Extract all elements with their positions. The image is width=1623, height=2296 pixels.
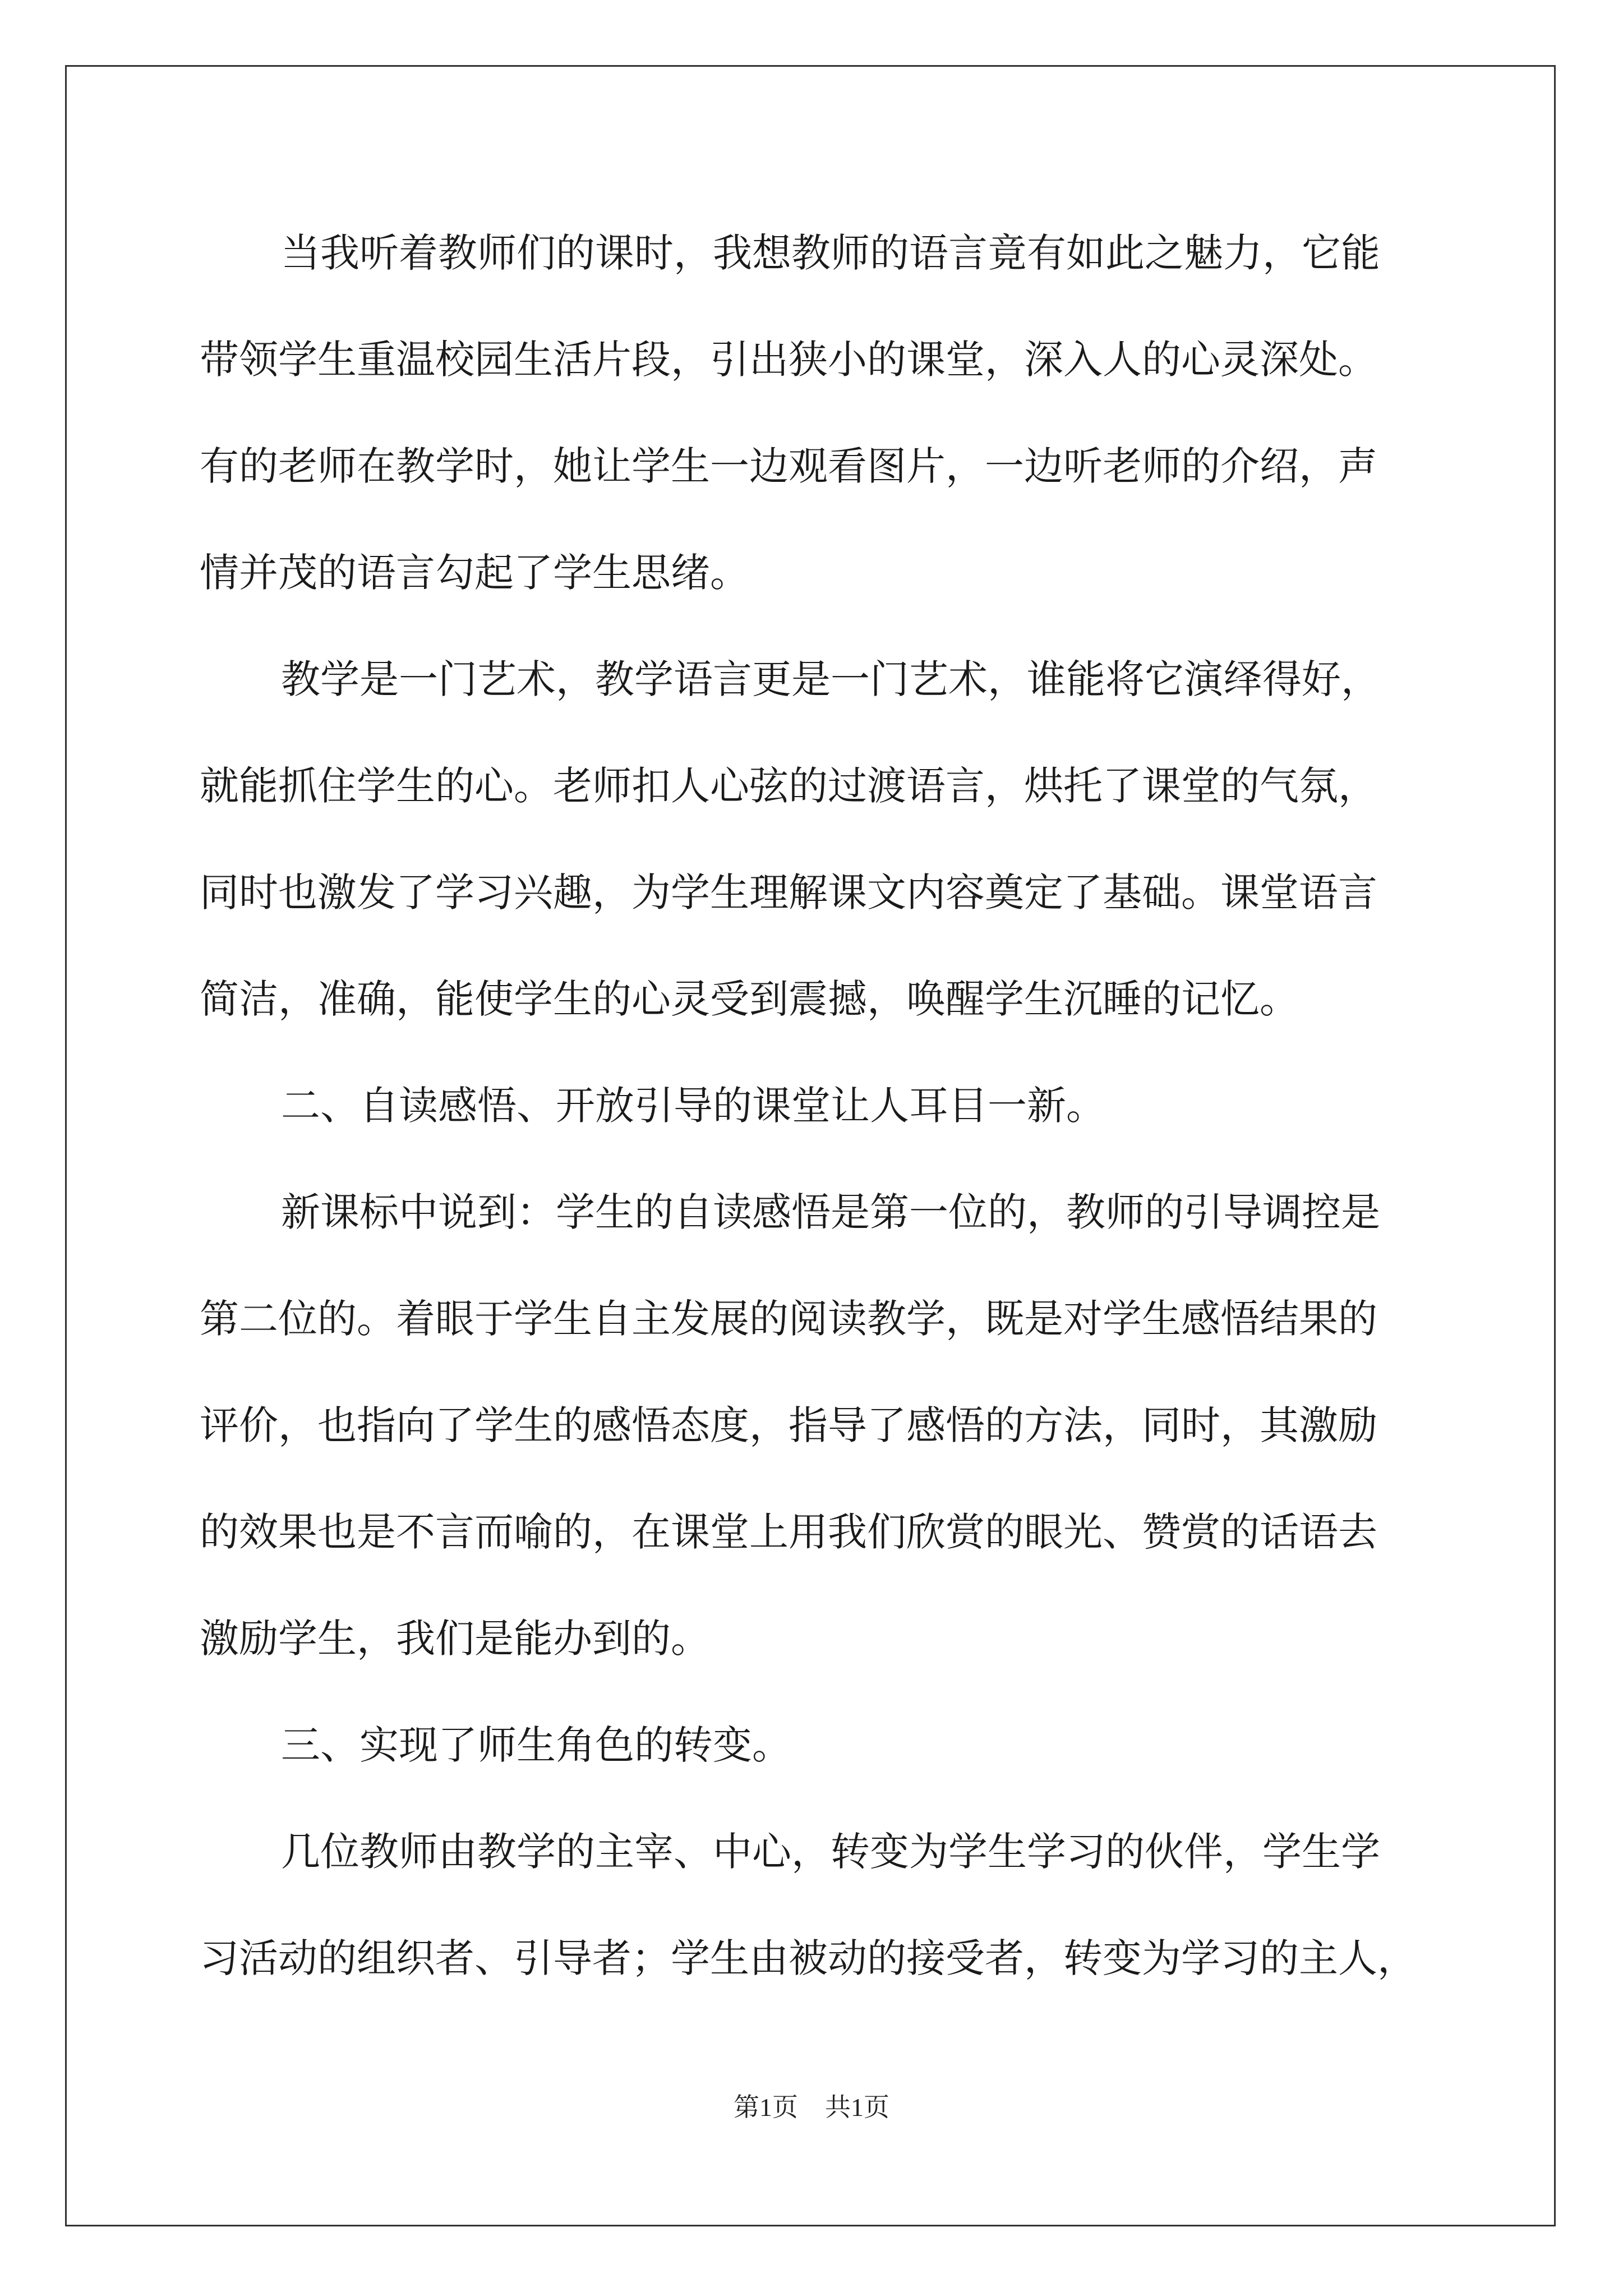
text-line: 当我听着教师们的课时，我想教师的语言竟有如此之魅力，它能 <box>281 230 1380 276</box>
text-line: 新课标中说到：学生的自读感悟是第一位的，教师的引导调控是 <box>281 1189 1380 1235</box>
text-line: 评价，也指向了学生的感悟态度，指导了感悟的方法，同时，其激励 <box>200 1402 1377 1448</box>
text-line: 激励学生，我们是能办到的。 <box>200 1616 710 1662</box>
total-page-count: 共1页 <box>825 2093 889 2122</box>
section-heading: 二、自读感悟、开放引导的课堂让人耳目一新。 <box>281 1083 1105 1129</box>
text-line: 简洁，准确，能使学生的心灵受到震撼，唤醒学生沉睡的记忆。 <box>200 976 1299 1022</box>
text-line: 习活动的组织者、引导者；学生由被动的接受者，转变为学习的主人， <box>200 1935 1417 1981</box>
text-line: 就能抓住学生的心。老师扣人心弦的过渡语言，烘托了课堂的气氛， <box>200 763 1377 809</box>
page-footer <box>0 2087 1623 2124</box>
text-line: 情并茂的语言勾起了学生思绪。 <box>200 550 749 596</box>
text-line: 的效果也是不言而喻的，在课堂上用我们欣赏的眼光、赞赏的话语去 <box>200 1509 1377 1555</box>
text-line: 几位教师由教学的主宰、中心，转变为学生学习的伙伴，学生学 <box>281 1829 1380 1875</box>
text-line: 教学是一门艺术，教学语言更是一门艺术，谁能将它演绎得好， <box>281 656 1380 702</box>
text-line: 同时也激发了学习兴趣，为学生理解课文内容奠定了基础。课堂语言 <box>200 869 1377 915</box>
text-line: 第二位的。着眼于学生自主发展的阅读教学，既是对学生感悟结果的 <box>200 1296 1377 1342</box>
text-line: 带领学生重温校园生活片段，引出狭小的课堂，深入人的心灵深处。 <box>200 337 1377 383</box>
document-body <box>200 222 1422 2033</box>
current-page-number: 第1页 <box>734 2093 798 2122</box>
section-heading: 三、实现了师生角色的转变。 <box>281 1722 791 1768</box>
text-line: 有的老师在教学时，她让学生一边观看图片，一边听老师的介绍，声 <box>200 443 1377 489</box>
